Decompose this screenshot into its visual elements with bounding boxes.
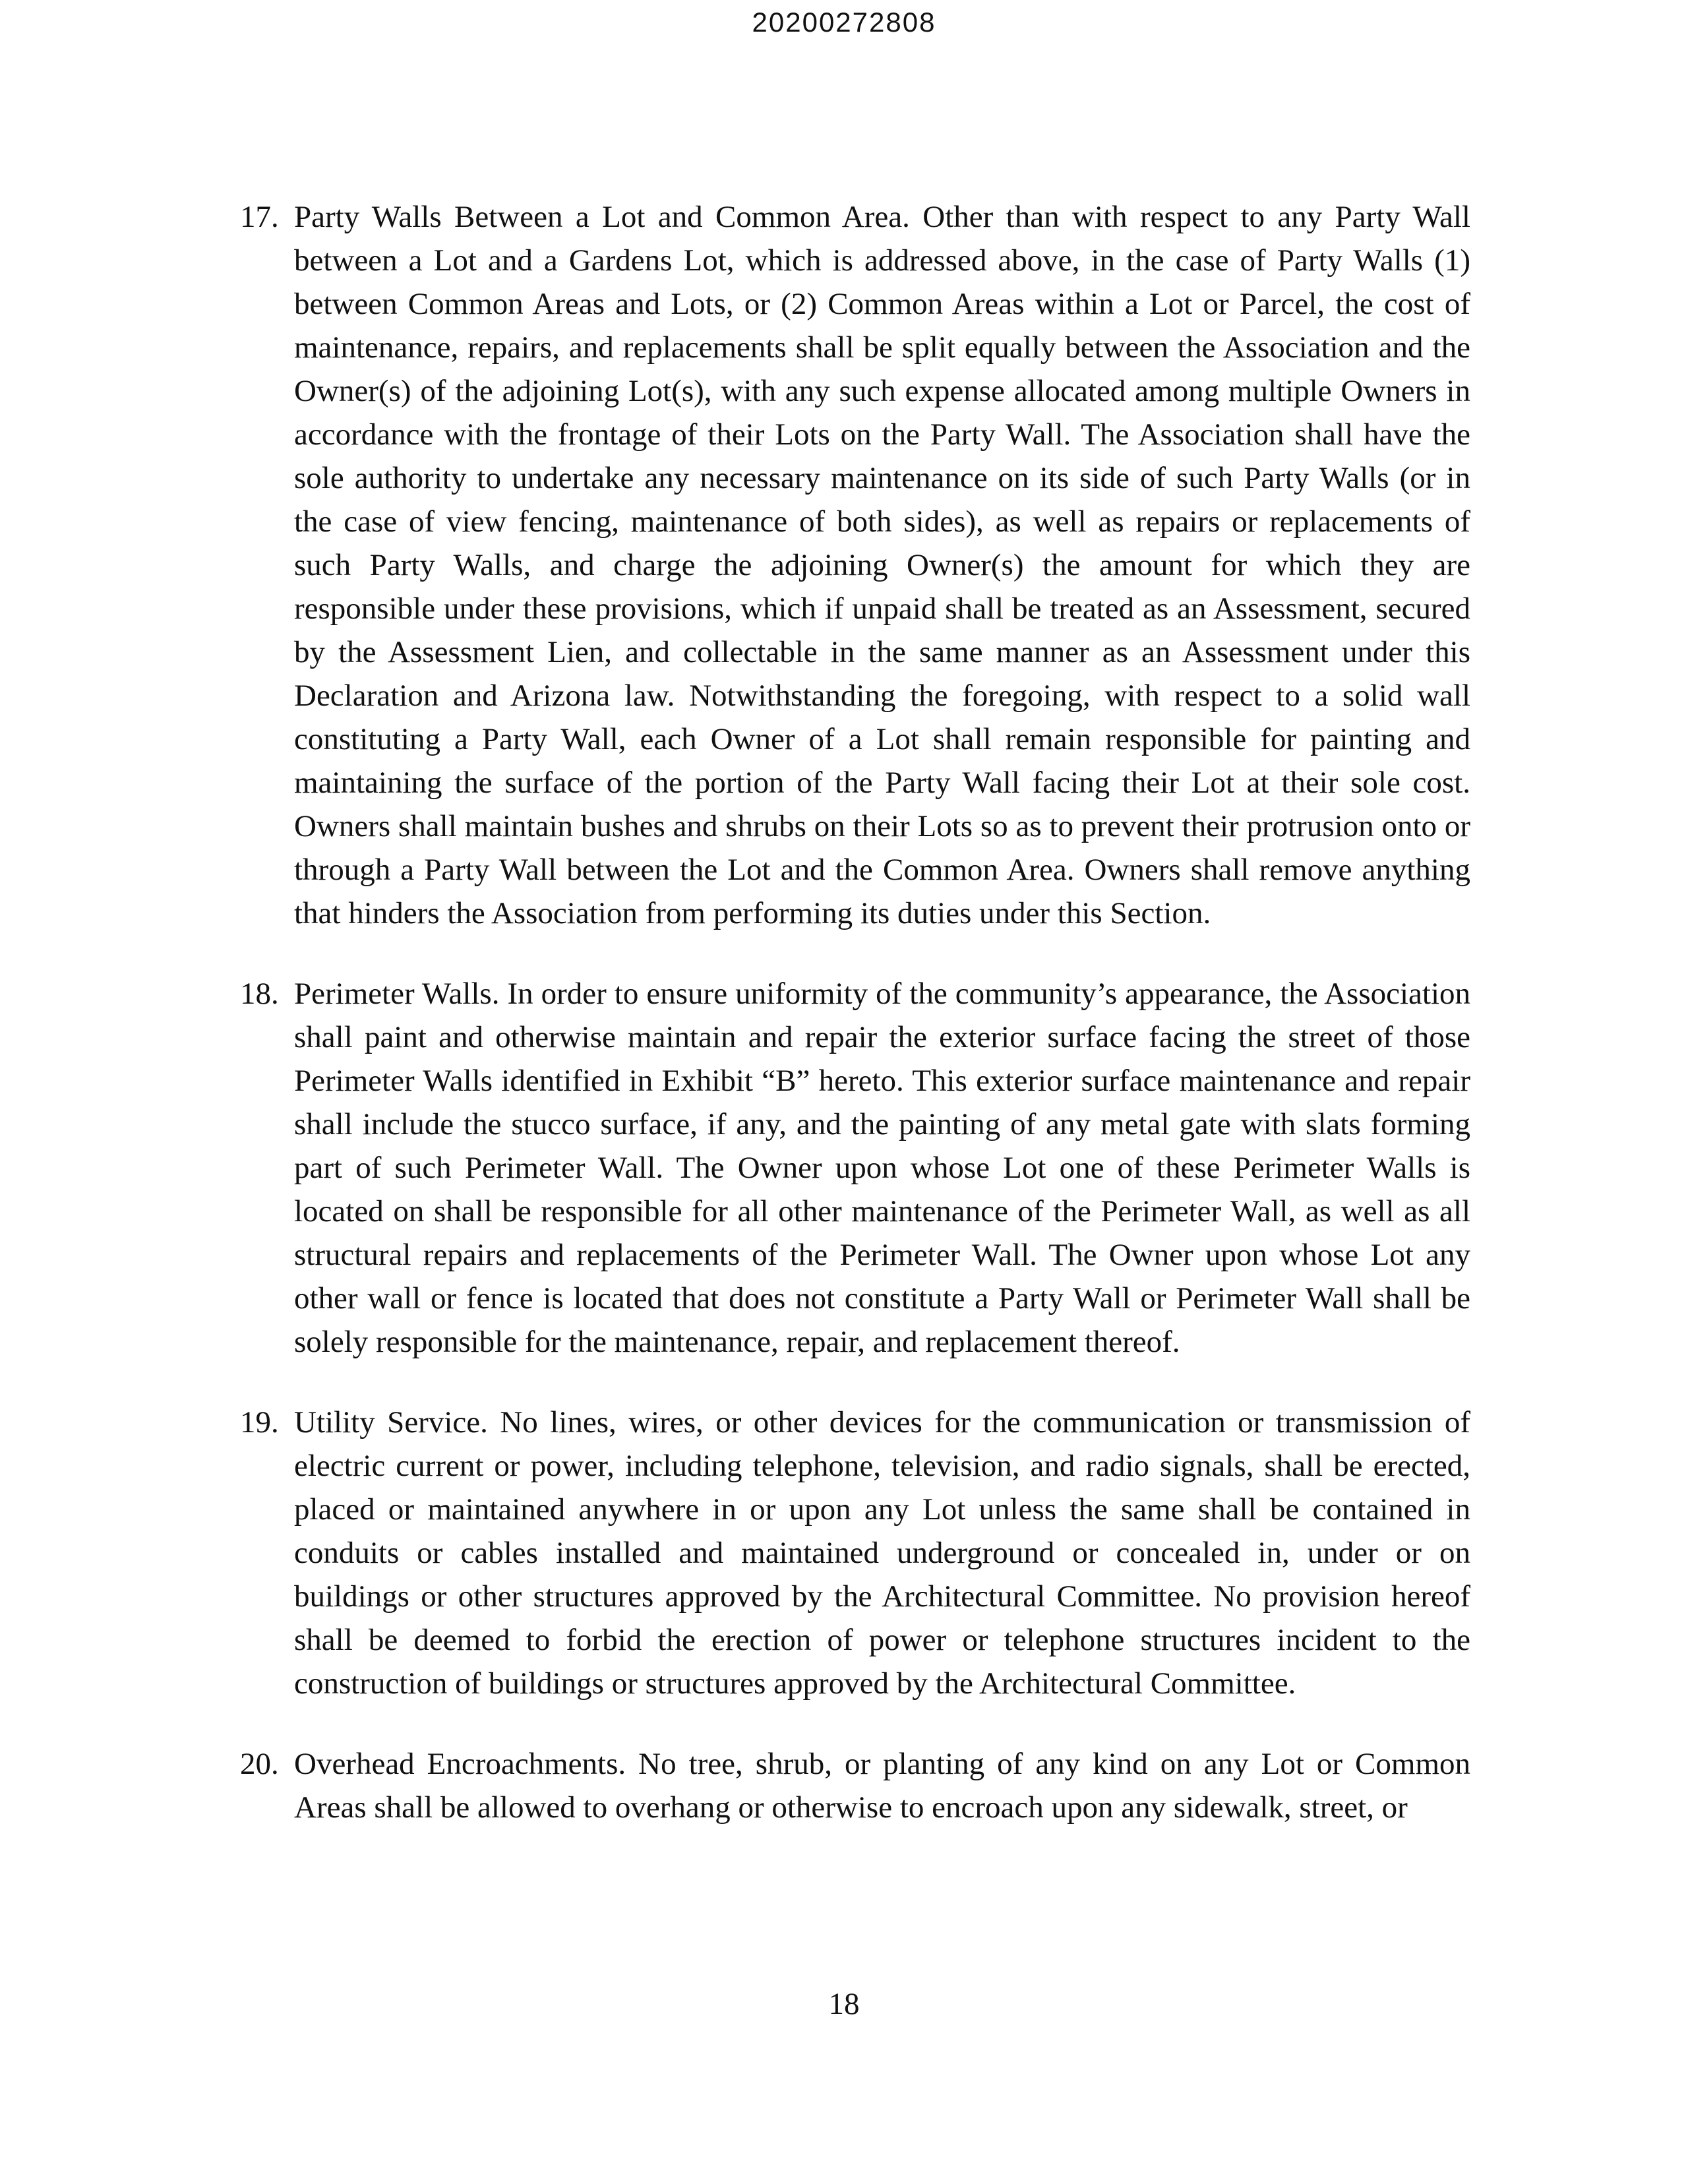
section-number: 17. [240, 200, 279, 234]
section-20-overhead-encroachments [240, 1742, 1470, 1829]
section-text: Perimeter Walls. In order to ensure uniformity of the community’s appearance, the Association shall paint and otherwise maintain and repair the exterior surface facing the street of those Perimeter Walls identified in Exhibit “B” hereto. This exterior surface maintenance and repair shall include the stucco surface, if any, and the painting of any metal gate with slats forming part of such Perimeter Wall. The Owner upon whose Lot one of these Perimeter Walls is located on shall be responsible for all other maintenance of the Perimeter Wall, as well as all structural repairs and replacements of the Perimeter Wall. The Owner upon whose Lot any other wall or fence is located that does not constitute a Party Wall or Perimeter Wall shall be solely responsible for the maintenance, repair, and replacement thereof. [294, 977, 1470, 1359]
section-text: Utility Service. No lines, wires, or other devices for the communication or transmission of electric current or power, including telephone, television, and radio signals, shall be erected, placed or maintained anywhere in or upon any Lot unless the same shall be contained in conduits or cables installed and maintained underground or concealed in, under or on buildings or other structures approved by the Architectural Committee. No provision hereof shall be deemed to forbid the erection of power or telephone structures incident to the construction of buildings or structures approved by the Architectural Committee. [294, 1405, 1470, 1701]
section-text: Party Walls Between a Lot and Common Area. Other than with respect to any Party Wall between a Lot and a Gardens Lot, which is addressed above, in the case of Party Walls (1) between Common Areas and Lots, or (2) Common Areas within a Lot or Parcel, the cost of maintenance, repairs, and replacements shall be split equally between the Association and the Owner(s) of the adjoining Lot(s), with any such expense allocated among multiple Owners in accordance with the frontage of their Lots on the Party Wall. The Association shall have the sole authority to undertake any necessary maintenance on its side of such Party Walls (or in the case of view fencing, maintenance of both sides), as well as repairs or replacements of such Party Walls, and charge the adjoining Owner(s) the amount for which they are responsible under these provisions, which if unpaid shall be treated as an Assessment, secured by the Assessment Lien, and collectable in the same manner as an Assessment under this Declaration and Arizona law. Notwithstanding the foregoing, with respect to a solid wall constituting a Party Wall, each Owner of a Lot shall remain responsible for painting and maintaining the surface of the portion of the Party Wall facing their Lot at their sole cost. Owners shall maintain bushes and shrubs on their Lots so as to prevent their protrusion onto or through a Party Wall between the Lot and the Common Area. Owners shall remove anything that hinders the Association from performing its duties under this Section. [294, 200, 1470, 930]
document-number: 20200272808 [752, 7, 936, 38]
section-text: Overhead Encroachments. No tree, shrub, or planting of any kind on any Lot or Common Areas shall be allowed to overhang or otherwise to encroach upon any sidewalk, street, or [294, 1747, 1470, 1825]
section-number: 20. [240, 1747, 279, 1781]
document-body [0, 195, 1688, 1829]
page-number: 18 [828, 1987, 860, 2021]
section-number: 19. [240, 1405, 279, 1440]
section-17-party-walls [240, 195, 1470, 935]
section-19-utility-service [240, 1401, 1470, 1705]
section-18-perimeter-walls [240, 972, 1470, 1364]
section-number: 18. [240, 977, 279, 1011]
